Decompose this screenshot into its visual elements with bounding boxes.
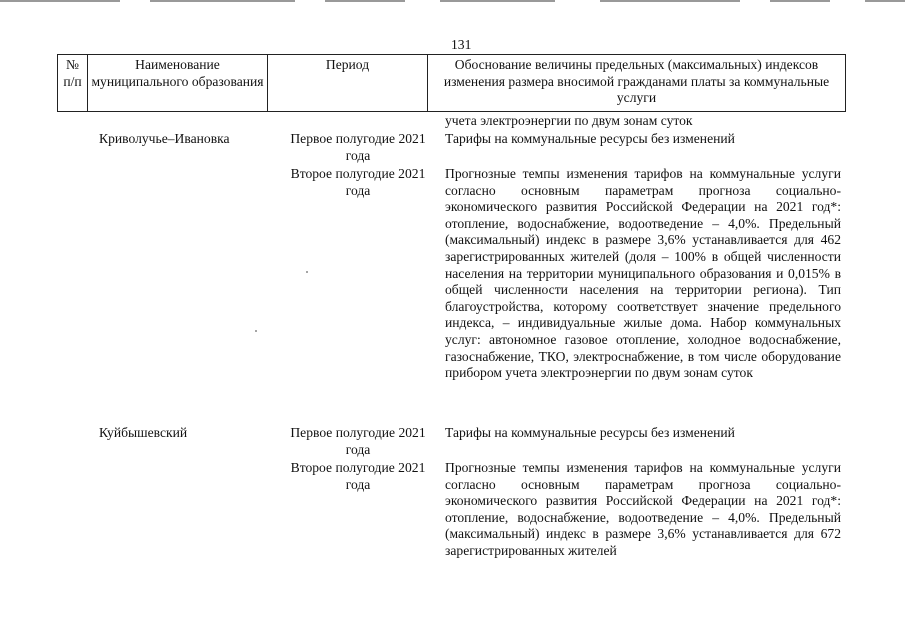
period-second-half: Второе полугодие 2021 года: [290, 166, 426, 198]
scan-speck: [255, 330, 257, 332]
page-number: 131: [451, 37, 472, 52]
justification-second-half: Прогнозные темпы изменения тарифов на коммунальные услуги согласно основным параметрам прогноза социально-экономического развития Российской Федерации на 2021 год*: отопление, водоснабжение, водоотведение – 4,0%. Предельный (максимальный) индекс в размере 3,6% устанавливается для 462 зарегистрированных жителей (доля – 100% в общей численности населения на территории муниципального образования и 0,015% в общей численности населения на территории региона). Тип благоустройства, которому соответствует значение предельного индекса, – индивидуальные жилые дома. Набор коммунальных услуг: автономное газовое отопление, холодное водоснабжение, газоснабжение, ТКО, электроснабжение, в том числе оборудование прибором учета электроэнергии по двум зонам суток: [445, 166, 841, 381]
table-header: [57, 54, 846, 112]
continuation-text: учета электроэнергии по двум зонам суток: [445, 113, 693, 128]
header-number: № п/п: [58, 55, 88, 112]
scan-speck: [306, 271, 308, 273]
header-period: Период: [268, 55, 428, 112]
municipality-name: Куйбышевский: [99, 425, 188, 440]
justification-first-half: Тарифы на коммунальные ресурсы без изменений: [445, 425, 735, 440]
header-municipality: Наименование муниципального образования: [88, 55, 268, 112]
period-first-half: Первое полугодие 2021 года: [290, 425, 426, 457]
period-second-half: Второе полугодие 2021 года: [290, 460, 426, 492]
justification-first-half: Тарифы на коммунальные ресурсы без изменений: [445, 131, 735, 146]
period-first-half: Первое полугодие 2021 года: [290, 131, 426, 163]
header-justification: Обоснование величины предельных (максимальных) индексов изменения размера вносимой гражданами платы за коммунальные услуги: [428, 55, 846, 112]
scan-edge-marks: [0, 0, 905, 6]
municipality-name: Криволучье–Ивановка: [99, 131, 230, 146]
justification-second-half: Прогнозные темпы изменения тарифов на коммунальные услуги согласно основным параметрам прогноза социально-экономического развития Российской Федерации на 2021 год*: отопление, водоснабжение, водоотведение – 4,0%. Предельный (максимальный) индекс в размере 3,6% устанавливается для 672 зарегистрированных жителей: [445, 460, 841, 558]
